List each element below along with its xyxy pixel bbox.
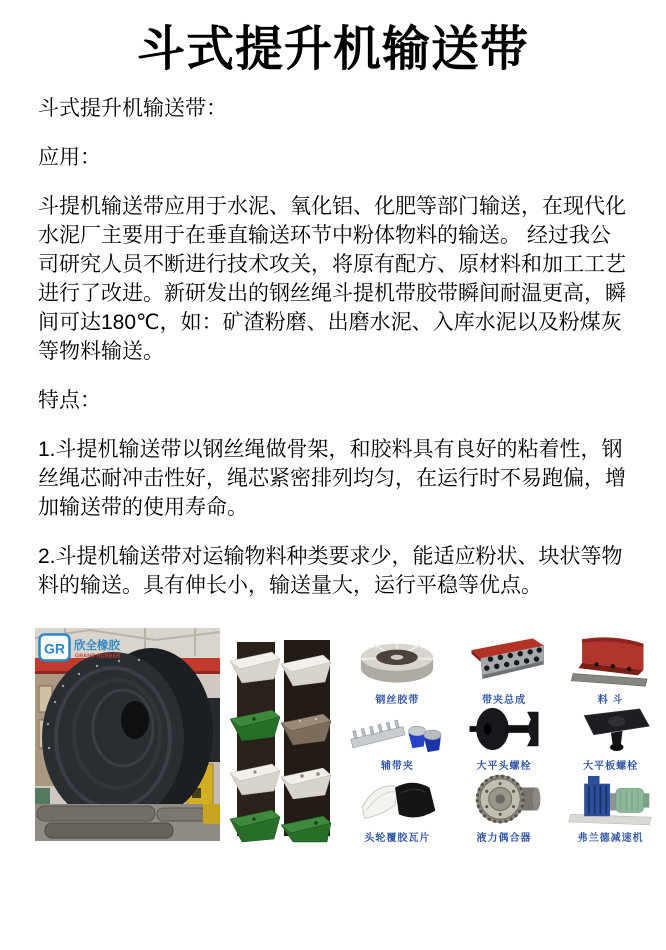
page-title: 斗式提升机输送带 <box>136 23 529 76</box>
hopper-bucket-icon <box>559 626 662 688</box>
belt-clamp-assembly-icon <box>453 626 556 688</box>
product-card-head-wheel-tile[interactable] <box>346 772 449 844</box>
auxiliary-belt-clamp-icon <box>346 706 449 754</box>
logo-monogram: GR <box>44 640 65 657</box>
product-label: 液力偶合器 <box>476 833 532 844</box>
application-paragraph: 斗提机输送带应用于水泥、氧化铝、化肥等部门输送，在现代化水泥厂主要用于在垂直输送环节中粉体物料的输送。 经过我公司研究人员不断进行技术攻关，将原有配方、原材料和加工工艺进行了改进。新研发出的钢丝绳斗提机带胶带瞬间耐温更高，瞬间可达180℃，如：矿渣粉磨、出磨水泥、入库水泥以及粉煤灰等物料输送。 <box>38 195 626 363</box>
feature-2-paragraph: 2.斗提机输送带对运输物料种类要求少，能适应粉状、块状等物料的输送。具有伸长小，输送量大，运行平稳等优点。 <box>38 545 623 597</box>
product-card-flat-head-bolt[interactable] <box>453 706 556 772</box>
factory-belt-roll-photo <box>35 628 220 841</box>
product-card-flender-reducer[interactable] <box>559 772 662 844</box>
product-card-hopper[interactable] <box>559 626 662 706</box>
product-label: 弗兰德减速机 <box>577 833 644 844</box>
intro-label: 斗式提升机输送带： <box>38 97 227 120</box>
product-label: 辅带夹 <box>380 761 414 772</box>
logo-name-en: GRAND RUBBER <box>75 653 121 660</box>
head-wheel-rubber-tile-icon <box>346 772 449 826</box>
product-card-belt-clamp-assembly[interactable] <box>453 626 556 706</box>
product-label: 头轮覆胶瓦片 <box>364 833 431 844</box>
product-label: 料 斗 <box>597 695 624 706</box>
product-card-steel-wire-belt[interactable] <box>346 626 449 706</box>
elevator-buckets-photo <box>224 638 340 843</box>
article-body <box>38 94 630 600</box>
features-heading: 特点： <box>38 389 101 412</box>
feature-1-paragraph: 1.斗提机输送带以钢丝绳做骨架，和胶料具有良好的粘着性，钢丝绳芯耐冲击性好，绳芯紧密排列均匀，在运行时不易跑偏，增加输送带的使用寿命。 <box>38 438 626 519</box>
product-card-hydraulic-coupling[interactable] <box>453 772 556 844</box>
flat-head-bolt-icon <box>453 704 556 754</box>
product-label: 钢丝胶带 <box>375 695 420 706</box>
product-label: 带夹总成 <box>481 695 526 706</box>
product-gallery <box>0 626 666 912</box>
product-card-flat-plate-bolt[interactable] <box>559 706 662 772</box>
application-heading: 应用： <box>38 146 101 169</box>
hydraulic-coupling-icon <box>453 772 556 826</box>
flat-plate-bolt-icon <box>559 704 662 754</box>
product-card-aux-belt-clamp[interactable] <box>346 706 449 772</box>
wrapped-belt-roll-icon <box>346 626 449 688</box>
logo-name-cn: 欣全橡胶 <box>74 640 120 652</box>
flender-reducer-icon <box>559 772 662 826</box>
product-parts-grid <box>346 626 662 844</box>
product-label: 大平板螺栓 <box>583 761 639 772</box>
product-label: 大平头螺栓 <box>476 761 532 772</box>
